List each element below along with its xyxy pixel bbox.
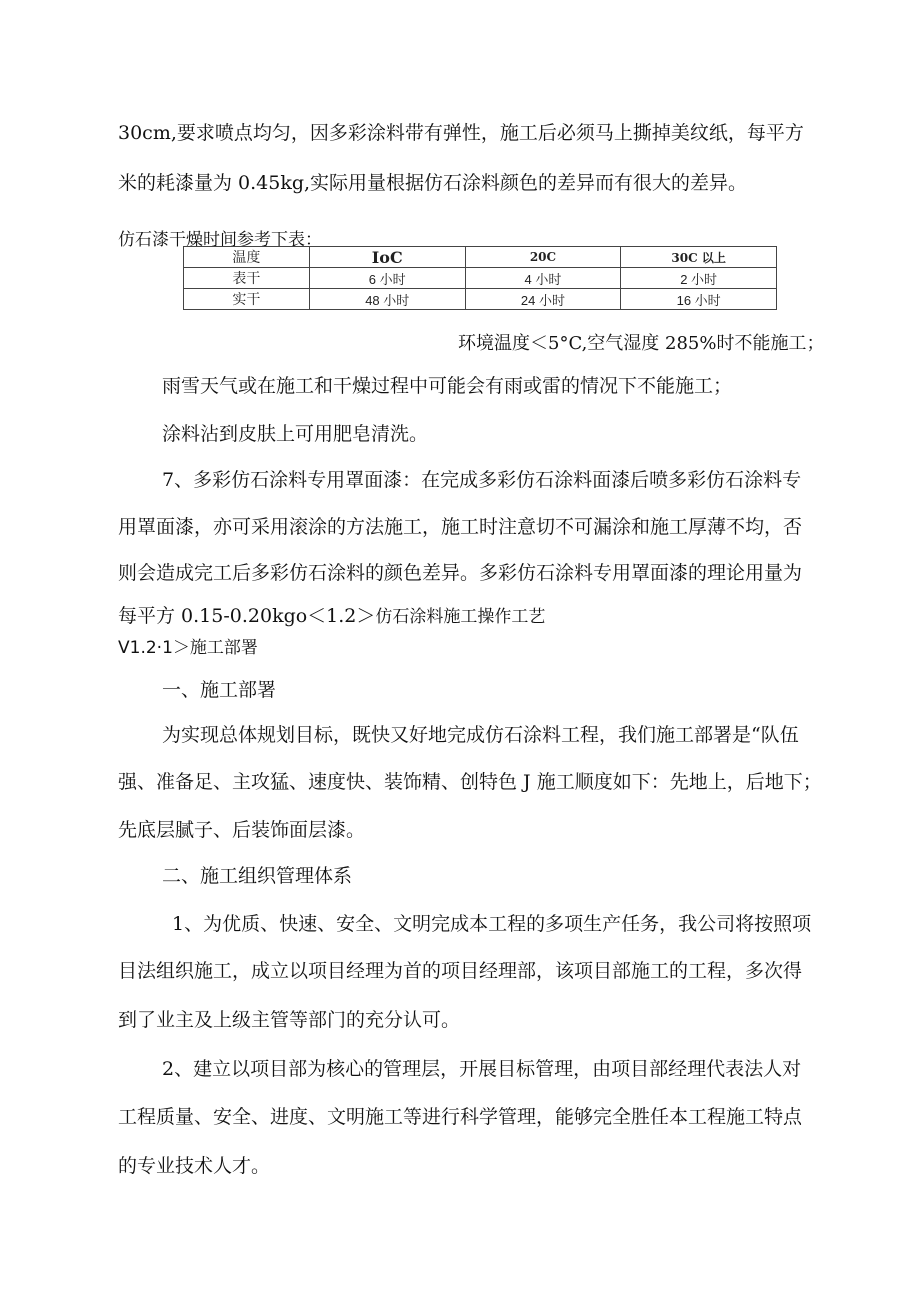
intro-line-1: 30cm,要求喷点均匀，因多彩涂料带有弹性，施工后必须马上撕掉美纹纸，每平方 bbox=[118, 122, 804, 144]
table-cell: 24 小时 bbox=[465, 289, 621, 310]
intro-line-2: 米的耗漆量为 0.45kg,实际用量根据仿石涂料颜色的差异而有很大的差异。 bbox=[118, 172, 748, 194]
table-header-label: 温度 bbox=[184, 247, 310, 268]
sub2-p1-line-1: 1、为优质、快速、安全、文明完成本工程的多项生产任务，我公司将按照项 bbox=[172, 913, 812, 935]
table-row-label: 实干 bbox=[184, 289, 310, 310]
sub2-p2-line-2: 工程质量、安全、进度、文明施工等进行科学管理，能够完全胜任本工程施工特点 bbox=[118, 1106, 803, 1128]
table-caption: 仿石漆干燥时间参考下表： bbox=[118, 230, 322, 250]
table-header-col3: 30C 以上 bbox=[621, 247, 777, 268]
table-row bbox=[184, 268, 777, 289]
section-heading-title: 施工部署 bbox=[189, 638, 258, 658]
table-header-row bbox=[184, 247, 777, 268]
table-cell: 2 小时 bbox=[621, 268, 777, 289]
table-header-col2: 20C bbox=[465, 247, 621, 268]
table-cell: 6 小时 bbox=[309, 268, 465, 289]
table-cell: 48 小时 bbox=[309, 289, 465, 310]
table-header-col1: IoC bbox=[309, 247, 465, 268]
table-row bbox=[184, 289, 777, 310]
sub1-line-2: 强、准备足、主攻猛、速度快、装饰精、创特色 J 施工顺度如下：先地上，后地下； bbox=[118, 771, 822, 793]
sub2-p1-line-3: 到了业主及上级主管等部门的充分认可。 bbox=[118, 1009, 461, 1031]
note-rain: 雨雪天气或在施工和干燥过程中可能会有雨或雷的情况下不能施工； bbox=[162, 375, 733, 397]
note-skin: 涂料沾到皮肤上可用肥皂清洗。 bbox=[162, 423, 429, 445]
sub2-p2-line-1: 2、建立以项目部为核心的管理层，开展目标管理，由项目部经理代表法人对 bbox=[162, 1058, 802, 1080]
section-heading bbox=[118, 639, 258, 657]
item7-line-2: 用罩面漆，亦可采用滚涂的方法施工，施工时注意切不可漏涂和施工厚薄不均，否 bbox=[118, 516, 803, 538]
table-cell: 16 小时 bbox=[621, 289, 777, 310]
sub2-title: 二、施工组织管理体系 bbox=[162, 865, 353, 887]
item7-line-3: 则会造成完工后多彩仿石涂料的颜色差异。多彩仿石涂料专用罩面漆的理论用量为 bbox=[118, 562, 803, 584]
sub2-p2-line-3: 的专业技术人才。 bbox=[118, 1155, 271, 1177]
sub1-line-1: 为实现总体规划目标，既快又好地完成仿石涂料工程，我们施工部署是“队伍 bbox=[162, 724, 799, 746]
drying-time-table bbox=[183, 246, 777, 310]
sub2-p1-line-2: 目法组织施工，成立以项目经理为首的项目经理部，该项目部施工的工程，多次得 bbox=[118, 960, 803, 982]
section-heading-prefix: V1.2·1＞ bbox=[118, 638, 190, 658]
sub1-line-3: 先底层腻子、后装饰面层漆。 bbox=[118, 819, 366, 841]
item7-line-1: 7、多彩仿石涂料专用罩面漆：在完成多彩仿石涂料面漆后喷多彩仿石涂料专 bbox=[162, 469, 802, 491]
item7-line-4-tail: 仿石涂料施工操作工艺 bbox=[375, 607, 546, 627]
environment-note: 环境温度＜5°C,空气湿度 285%时不能施工； bbox=[458, 333, 825, 354]
table-cell: 4 小时 bbox=[465, 268, 621, 289]
table-row-label: 表干 bbox=[184, 268, 310, 289]
sub1-title: 一、施工部署 bbox=[162, 679, 277, 701]
item7-line-4 bbox=[118, 607, 545, 626]
item7-line-4-main: 每平方 0.15-0.20kgo＜1.2＞ bbox=[118, 605, 376, 627]
